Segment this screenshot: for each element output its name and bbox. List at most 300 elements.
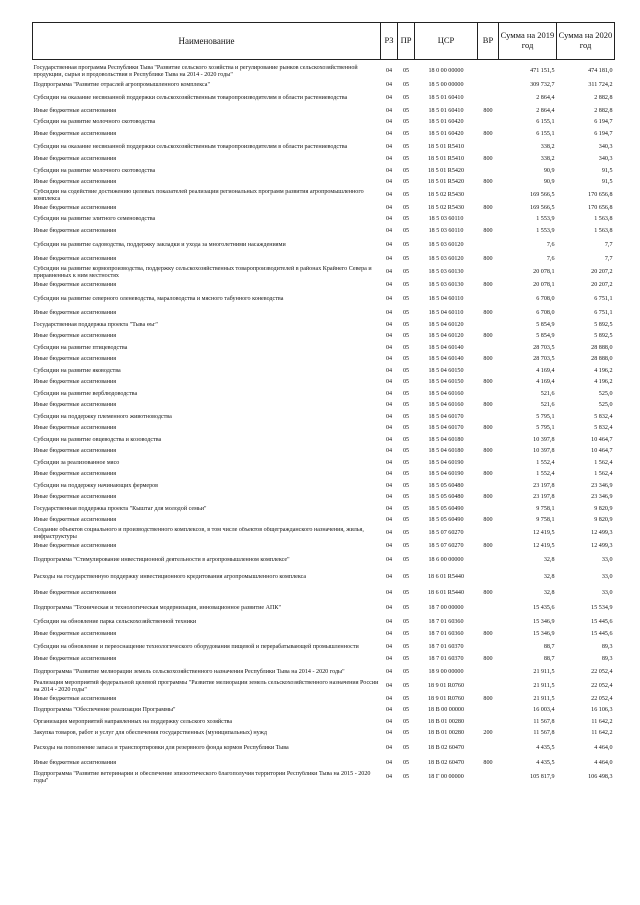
row-rz: 04 (385, 367, 393, 374)
row-name: Иные бюджетные ассигнования (33, 760, 117, 766)
row-name: Субсидии на поддержку племенного животноводства (33, 413, 172, 420)
row-vr (478, 640, 499, 654)
row-sum-2019: 88,7 (543, 643, 555, 650)
row-sum-2019: 521,6 (540, 402, 555, 409)
row-pr: 05 (402, 296, 410, 302)
row-rz: 04 (385, 130, 393, 137)
row-csr: 18 7 01 60370 (428, 643, 464, 650)
row-sum-2020: 15 534,9 (591, 605, 613, 611)
row-csr: 18 5 01 R5420 (427, 179, 465, 186)
row-sum-2019: 90,9 (543, 179, 555, 186)
row-name: Субсидии за реализованное мясо (33, 459, 120, 466)
row-rz: 04 (385, 143, 393, 150)
row-name: Иные бюджетные ассигнования (33, 402, 117, 409)
table-row (33, 629, 615, 641)
row-sum-2019: 1 552,4 (536, 459, 555, 466)
row-vr (478, 140, 499, 154)
row-sum-2019: 169 566,5 (530, 204, 555, 211)
row-rz: 04 (385, 744, 393, 751)
row-sum-2020: 91,5 (601, 179, 613, 186)
row-vr (478, 266, 499, 280)
row-rz: 04 (385, 256, 393, 263)
row-sum-2020: 28 888,0 (591, 356, 613, 363)
row-vr: 800 (483, 517, 493, 524)
row-csr: 18 5 04 60120 (428, 321, 464, 328)
row-name: Иные бюджетные ассигнования (33, 130, 117, 137)
row-csr: 18 5 04 60120 (428, 333, 464, 340)
row-sum-2019: 32,8 (543, 574, 555, 580)
table-row (33, 106, 615, 118)
row-rz: 04 (385, 656, 393, 663)
row-sum-2020: 22 052,4 (591, 695, 613, 702)
row-sum-2020: 16 106,3 (591, 707, 613, 714)
row-pr: 05 (402, 68, 410, 74)
table-row (33, 423, 615, 435)
row-sum-2019: 11 567,8 (533, 718, 555, 725)
row-name: Закупка товаров, работ и услуг для обеспечения государственных (муниципальных) нужд (33, 730, 267, 737)
row-csr: 18 6 01 R5440 (427, 589, 465, 596)
row-name: Субсидии на развитие элитного семеноводства (33, 216, 156, 223)
row-pr: 05 (402, 774, 410, 780)
row-pr: 05 (402, 730, 410, 737)
row-rz: 04 (385, 707, 393, 714)
row-vr: 800 (483, 356, 493, 363)
row-name: Иные бюджетные ассигнования (33, 256, 117, 263)
table-row (33, 717, 615, 729)
row-vr (478, 600, 499, 617)
table-row (33, 331, 615, 343)
row-sum-2020: 5 832,4 (594, 425, 613, 432)
row-sum-2020: 33,0 (601, 574, 613, 580)
table-row (33, 469, 615, 481)
row-sum-2020: 106 498,3 (588, 774, 613, 780)
row-sum-2020: 33,0 (601, 589, 613, 596)
row-csr: 18 В 02 60470 (427, 760, 465, 766)
row-rz: 04 (385, 630, 393, 637)
row-csr: 18 5 04 60190 (428, 471, 464, 478)
row-csr: 18 5 02 R5430 (427, 204, 465, 211)
row-sum-2019: 88,7 (543, 656, 555, 663)
row-csr: 18 9 01 R0760 (427, 683, 465, 689)
row-rz: 04 (385, 436, 393, 443)
table-row (33, 203, 615, 215)
row-vr: 800 (483, 281, 493, 288)
row-sum-2019: 15 435,6 (533, 605, 555, 611)
row-name: Субсидии на развитие молочного скотоводства (33, 119, 156, 126)
row-sum-2020: 9 820,9 (594, 517, 613, 524)
row-csr: 18 0 00 00000 (428, 68, 464, 74)
row-sum-2019: 4 169,4 (536, 379, 555, 386)
row-sum-2019: 6 155,1 (536, 130, 555, 137)
row-csr: 18 5 01 60420 (428, 130, 464, 137)
row-sum-2019: 4 435,5 (536, 744, 555, 751)
row-name: Иные бюджетные ассигнования (33, 589, 117, 596)
row-rz: 04 (385, 310, 393, 317)
row-sum-2020: 12 499,3 (591, 530, 613, 536)
table-header (33, 23, 615, 60)
row-vr: 800 (483, 310, 493, 317)
row-sum-2020: 525,0 (598, 390, 613, 397)
row-sum-2020: 340,3 (598, 156, 613, 163)
row-sum-2019: 20 078,1 (533, 281, 555, 288)
row-name: Субсидии на развитие верблюдоводства (33, 390, 138, 397)
table-row (33, 226, 615, 238)
table-row (33, 354, 615, 366)
row-name: Иные бюджетные ассигнования (33, 448, 117, 455)
row-vr: 800 (483, 402, 493, 409)
table-row (33, 446, 615, 458)
row-vr (478, 617, 499, 629)
row-rz: 04 (385, 482, 393, 489)
row-vr (478, 705, 499, 717)
row-name: Иные бюджетные ассигнования (33, 630, 117, 637)
header-sum-2020: Сумма на 2020 год (557, 23, 615, 60)
row-pr: 05 (402, 379, 410, 386)
row-csr: 18 5 04 60160 (428, 390, 464, 397)
row-sum-2019: 1 553,9 (536, 227, 555, 234)
row-pr: 05 (402, 707, 410, 714)
table-row (33, 552, 615, 569)
row-name: Иные бюджетные ассигнования (33, 494, 117, 501)
row-pr: 05 (402, 192, 410, 198)
table-row (33, 640, 615, 654)
row-name: Подпрограмма "Обеспечение реализации Программы" (33, 707, 176, 714)
row-pr: 05 (402, 179, 410, 186)
row-pr: 05 (402, 630, 410, 637)
row-sum-2020: 33,0 (601, 557, 613, 563)
row-sum-2019: 15 346,9 (533, 619, 555, 626)
row-sum-2019: 12 419,5 (533, 530, 555, 536)
row-sum-2019: 1 553,9 (536, 216, 555, 223)
row-csr: 18 5 04 60190 (428, 459, 464, 466)
row-name: Субсидии на обновление парка сельскохозяйственной техники (33, 619, 197, 626)
row-vr: 800 (483, 130, 493, 137)
row-csr: 18 5 01 60410 (428, 107, 464, 114)
row-vr (478, 343, 499, 355)
row-sum-2019: 4 169,4 (536, 367, 555, 374)
row-pr: 05 (402, 367, 410, 374)
row-sum-2020: 340,3 (598, 143, 613, 150)
table-row (33, 320, 615, 332)
row-sum-2019: 105 817,9 (530, 774, 555, 780)
row-csr: 18 5 05 60490 (428, 517, 464, 524)
table-row (33, 771, 615, 785)
table-row (33, 740, 615, 757)
row-name: Иные бюджетные ассигнования (33, 107, 117, 114)
row-sum-2020: 12 499,3 (591, 542, 613, 549)
row-name: Иные бюджетные ассигнования (33, 425, 117, 432)
row-rz: 04 (385, 179, 393, 186)
row-sum-2020: 170 656,8 (588, 192, 613, 198)
row-sum-2019: 28 703,5 (533, 344, 555, 351)
row-csr: 18 В 02 60470 (427, 744, 465, 751)
table-row (33, 377, 615, 389)
row-sum-2019: 169 566,5 (530, 192, 555, 198)
row-sum-2019: 90,9 (543, 167, 555, 174)
row-vr: 800 (483, 107, 493, 114)
row-sum-2020: 7,7 (604, 256, 613, 263)
row-sum-2019: 23 197,8 (533, 494, 555, 501)
row-csr: 18 5 03 60110 (428, 216, 464, 223)
row-sum-2019: 20 078,1 (533, 269, 555, 275)
row-sum-2019: 32,8 (543, 557, 555, 563)
row-csr: 18 7 01 60370 (428, 656, 464, 663)
row-sum-2019: 28 703,5 (533, 356, 555, 363)
row-pr: 05 (402, 669, 410, 675)
row-rz: 04 (385, 619, 393, 626)
row-sum-2020: 91,5 (601, 167, 613, 174)
row-rz: 04 (385, 269, 393, 275)
row-csr: 18 6 00 00000 (428, 557, 464, 563)
row-name: Реализация мероприятий федеральной целевой программы "Развитие мелиорации земель сельскохозяйственного назначения России на 2014 - 2020 годы" (33, 679, 379, 693)
row-name: Субсидии на развитие кормопроизводства, поддержку сельскохозяйственных товаропроизводителей в районах Крайнего Севера и приравненных к ним местностях (33, 265, 372, 279)
row-rz: 04 (385, 695, 393, 702)
row-rz: 04 (385, 333, 393, 340)
row-sum-2019: 5 795,1 (536, 413, 555, 420)
row-name: Подпрограмма "Техническая и технологическая модернизация, инновационное развитие АПК" (33, 605, 281, 611)
row-pr: 05 (402, 390, 410, 397)
row-csr: 18 5 07 60270 (428, 530, 464, 536)
row-sum-2019: 10 397,8 (533, 448, 555, 455)
row-name: Создание объектов социального и производственного комплексов, в том числе объектов общегражданского назначения, жилья, инфраструктуры (33, 526, 364, 540)
row-name: Государственная поддержка проекта "Кыштаг для молодой семьи" (33, 505, 207, 512)
row-name: Субсидии на развитие садоводства, поддержку закладки и ухода за многолетними насаждениями (33, 242, 286, 248)
row-sum-2020: 23 346,9 (591, 494, 613, 501)
row-pr: 05 (402, 167, 410, 174)
row-vr: 800 (483, 156, 493, 163)
row-pr: 05 (402, 494, 410, 501)
table-row (33, 458, 615, 470)
row-name: Иные бюджетные ассигнования (33, 310, 117, 317)
row-vr: 800 (483, 542, 493, 549)
table-row (33, 504, 615, 516)
table-row (33, 515, 615, 527)
row-rz: 04 (385, 557, 393, 563)
row-csr: 18 5 03 60130 (428, 281, 464, 288)
row-sum-2020: 9 820,9 (594, 505, 613, 512)
row-vr (478, 166, 499, 178)
row-rz: 04 (385, 216, 393, 223)
budget-table-sheet (32, 22, 614, 785)
row-rz: 04 (385, 774, 393, 780)
row-vr (478, 189, 499, 203)
row-pr: 05 (402, 760, 410, 766)
header-pr: ПР (398, 23, 415, 60)
header-sum-2019: Сумма на 2019 год (499, 23, 557, 60)
row-name: Субсидии на оказание несвязанной поддержки сельскохозяйственным товаропроизводителям в области растениеводства (33, 95, 348, 101)
table-row (33, 654, 615, 666)
row-sum-2020: 28 888,0 (591, 344, 613, 351)
row-sum-2020: 6 751,1 (594, 296, 613, 302)
row-pr: 05 (402, 321, 410, 328)
row-name: Субсидии на содействие достижению целевых показателей реализации региональных программ развития агропромышленного комплекса (33, 188, 364, 202)
row-pr: 05 (402, 744, 410, 751)
table-row (33, 600, 615, 617)
header-csr: ЦСР (415, 23, 478, 60)
row-sum-2019: 6 155,1 (536, 119, 555, 126)
row-sum-2019: 15 346,9 (533, 630, 555, 637)
row-vr: 800 (483, 425, 493, 432)
row-rz: 04 (385, 589, 393, 596)
row-name: Субсидии на развитие птицеводства (33, 344, 128, 351)
row-pr: 05 (402, 619, 410, 626)
table-row (33, 237, 615, 254)
row-csr: 18 В 01 00280 (427, 730, 465, 737)
row-pr: 05 (402, 505, 410, 512)
row-name: Подпрограмма "Стимулирование инвестиционной деятельности в агропромышленном комплексе" (33, 557, 290, 563)
row-vr: 800 (483, 471, 493, 478)
row-pr: 05 (402, 216, 410, 223)
row-sum-2020: 5 892,5 (594, 333, 613, 340)
row-csr: 18 5 02 R5430 (427, 192, 465, 198)
row-sum-2020: 474 181,0 (588, 68, 613, 74)
row-vr: 800 (483, 589, 493, 596)
row-sum-2020: 20 207,2 (591, 269, 613, 275)
row-vr (478, 771, 499, 785)
row-sum-2020: 11 642,2 (591, 730, 613, 737)
row-sum-2020: 4 464,0 (594, 744, 613, 751)
row-vr (478, 680, 499, 694)
table-row (33, 666, 615, 680)
row-pr: 05 (402, 695, 410, 702)
table-row (33, 389, 615, 401)
row-name: Иные бюджетные ассигнования (33, 379, 117, 386)
row-pr: 05 (402, 656, 410, 663)
row-vr (478, 527, 499, 541)
row-csr: 18 5 04 60180 (428, 436, 464, 443)
row-rz: 04 (385, 718, 393, 725)
row-sum-2020: 10 464,7 (591, 448, 613, 455)
row-pr: 05 (402, 156, 410, 163)
row-vr (478, 458, 499, 470)
row-sum-2020: 89,3 (601, 656, 613, 663)
row-csr: 18 5 03 60110 (428, 227, 464, 234)
row-sum-2020: 4 196,2 (594, 379, 613, 386)
row-name: Субсидии на обновление и переоснащение технологического оборудования пищевой и перерабатывающей промышленности (33, 643, 359, 650)
row-rz: 04 (385, 68, 393, 74)
table-row (33, 366, 615, 378)
row-vr (478, 214, 499, 226)
row-rz: 04 (385, 296, 393, 302)
row-vr (478, 237, 499, 254)
row-pr: 05 (402, 517, 410, 524)
row-sum-2019: 9 758,1 (536, 505, 555, 512)
row-rz: 04 (385, 379, 393, 386)
row-pr: 05 (402, 269, 410, 275)
row-csr: 18 5 04 60150 (428, 379, 464, 386)
row-sum-2019: 2 864,4 (536, 95, 555, 101)
row-vr: 200 (483, 730, 493, 737)
table-row (33, 569, 615, 586)
row-rz: 04 (385, 471, 393, 478)
row-rz: 04 (385, 227, 393, 234)
row-rz: 04 (385, 242, 393, 248)
row-sum-2019: 9 758,1 (536, 517, 555, 524)
row-csr: 18 7 01 60360 (428, 619, 464, 626)
row-name: Иные бюджетные ассигнования (33, 281, 117, 288)
row-pr: 05 (402, 143, 410, 150)
row-pr: 05 (402, 107, 410, 114)
row-vr (478, 717, 499, 729)
table-row (33, 154, 615, 166)
row-sum-2020: 6 194,7 (594, 119, 613, 126)
row-name: Расходы на пополнение запаса и транспортировки для резервного фонда кормов Республики Тыва (33, 744, 289, 751)
row-vr (478, 569, 499, 586)
row-name: Субсидии на развитие яководства (33, 367, 121, 374)
row-csr: 18 5 04 60180 (428, 448, 464, 455)
row-name: Иные бюджетные ассигнования (33, 204, 117, 211)
row-sum-2020: 22 052,4 (591, 683, 613, 689)
row-sum-2020: 170 656,8 (588, 204, 613, 211)
table-row (33, 80, 615, 92)
row-rz: 04 (385, 321, 393, 328)
row-sum-2019: 5 795,1 (536, 425, 555, 432)
row-rz: 04 (385, 167, 393, 174)
row-vr (478, 366, 499, 378)
row-sum-2019: 4 435,5 (536, 760, 555, 766)
row-csr: 18 5 01 R5410 (427, 143, 465, 150)
row-csr: 18 5 07 60270 (428, 542, 464, 549)
row-csr: 18 5 04 60140 (428, 356, 464, 363)
row-pr: 05 (402, 683, 410, 689)
table-row (33, 117, 615, 129)
row-rz: 04 (385, 95, 393, 101)
row-sum-2020: 89,3 (601, 643, 613, 650)
row-sum-2020: 311 724,2 (588, 82, 613, 89)
row-sum-2020: 6 194,7 (594, 130, 613, 137)
row-pr: 05 (402, 589, 410, 596)
row-pr: 05 (402, 542, 410, 549)
table-row (33, 343, 615, 355)
row-sum-2020: 6 751,1 (594, 310, 613, 317)
row-vr (478, 291, 499, 308)
row-sum-2019: 338,2 (540, 156, 555, 163)
row-vr: 800 (483, 760, 493, 766)
table-row (33, 617, 615, 629)
row-name: Иные бюджетные ассигнования (33, 656, 117, 663)
row-pr: 05 (402, 718, 410, 725)
row-sum-2020: 5 892,5 (594, 321, 613, 328)
row-vr (478, 412, 499, 424)
row-name: Иные бюджетные ассигнования (33, 156, 117, 163)
header-name: Наименование (33, 23, 381, 60)
row-pr: 05 (402, 574, 410, 580)
row-sum-2019: 2 864,4 (536, 107, 555, 114)
row-pr: 05 (402, 402, 410, 409)
row-vr: 800 (483, 204, 493, 211)
row-name: Иные бюджетные ассигнования (33, 179, 117, 186)
row-rz: 04 (385, 669, 393, 675)
row-name: Государственная программа Республики Тыва "Развитие сельского хозяйства и регулирование рынков сельскохозяйственной продукции, сырья и продовольствия в Республике Тыва на 2014 - 2020 годы" (33, 64, 358, 78)
header-vr: ВР (478, 23, 499, 60)
row-pr: 05 (402, 82, 410, 89)
row-rz: 04 (385, 505, 393, 512)
row-csr: 18 5 04 60170 (428, 425, 464, 432)
table-row (33, 435, 615, 447)
row-rz: 04 (385, 281, 393, 288)
row-name: Иные бюджетные ассигнования (33, 517, 117, 524)
row-pr: 05 (402, 344, 410, 351)
row-vr (478, 504, 499, 516)
row-sum-2020: 4 196,2 (594, 367, 613, 374)
row-rz: 04 (385, 82, 393, 89)
row-pr: 05 (402, 643, 410, 650)
budget-table (32, 22, 615, 785)
row-csr: 18 5 05 60480 (428, 482, 464, 489)
row-vr: 800 (483, 333, 493, 340)
row-sum-2020: 525,0 (598, 402, 613, 409)
table-row (33, 189, 615, 203)
